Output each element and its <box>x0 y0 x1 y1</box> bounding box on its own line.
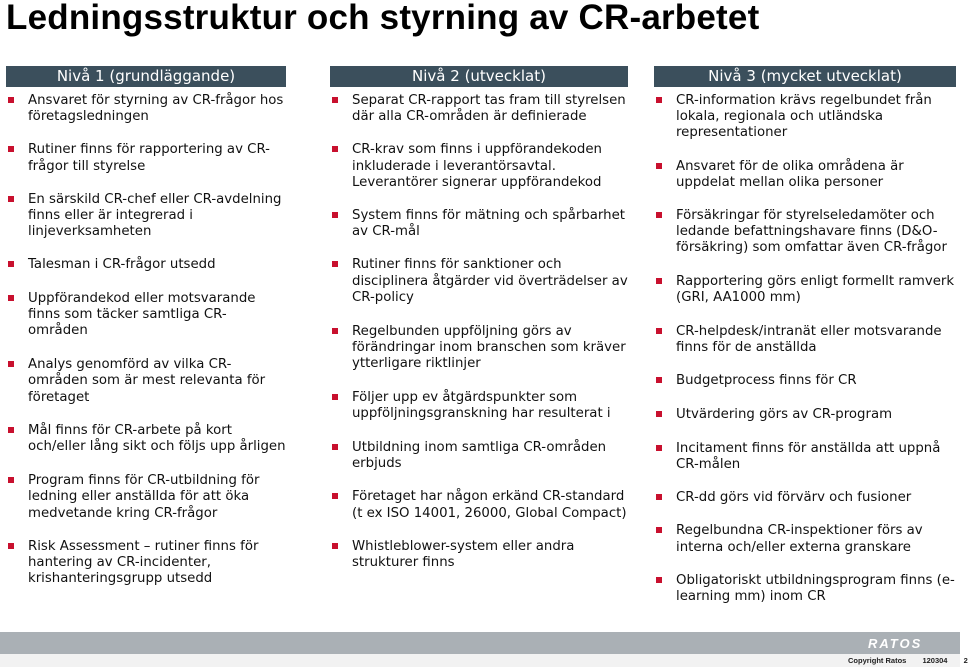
bullet-item <box>654 274 956 306</box>
bullet-item <box>654 407 956 423</box>
bullet-group <box>654 93 956 306</box>
copyright-text: Copyright Ratos <box>848 656 907 665</box>
bullet-item <box>654 324 956 356</box>
bullet-item <box>654 373 956 389</box>
bullet-text: Följer upp ev åtgärdspunkter som uppföljningsgranskning har resulterat i <box>352 389 611 421</box>
bullet-square-icon <box>332 394 338 400</box>
bullet-text: Program finns för CR-utbildning för ledning eller anställda för att öka medvetande kring CR-frågor <box>28 473 260 521</box>
bullet-item <box>330 142 628 191</box>
bullet-square-icon <box>8 477 14 483</box>
bullet-text: Uppförandekod eller motsvarande finns som täcker samtliga CR-områden <box>28 290 256 339</box>
bullet-text: Försäkringar för styrelseledamöter och ledande befattningshavare finns (D&O-försäkring) som omfattar även CR-frågor <box>676 208 947 256</box>
bullet-item <box>654 441 956 473</box>
bullet-square-icon <box>332 146 338 152</box>
bullet-group <box>330 93 628 306</box>
bullet-group <box>330 440 628 571</box>
bullet-text: Obligatoriskt utbildningsprogram finns (e-learning mm) inom CR <box>676 572 955 605</box>
bullet-text: Mål finns för CR-arbete på kort och/eller lång sikt och följs upp årligen <box>28 422 286 455</box>
column-heading: Nivå 1 (grundläggande) <box>6 66 286 87</box>
bullet-square-icon <box>8 196 14 202</box>
bullet-square-icon <box>8 543 14 549</box>
bullet-item <box>654 523 956 555</box>
bullet-square-icon <box>656 377 662 383</box>
bullet-text: Regelbundna CR-inspektioner förs av interna och/eller externa granskare <box>676 523 923 555</box>
bullet-item <box>6 142 286 174</box>
bullet-group <box>6 357 286 455</box>
bullet-text: CR-information krävs regelbundet från lokala, regionala och utländska representationer <box>676 93 932 141</box>
copyright-line <box>848 656 968 665</box>
bullet-square-icon <box>656 494 662 500</box>
bullet-square-icon <box>656 527 662 533</box>
bullet-item <box>330 489 628 521</box>
bullet-text: Talesman i CR-frågor utsedd <box>28 257 216 273</box>
bullet-text: Rutiner finns för sanktioner och disciplinera åtgärder vid överträdelser av CR-policy <box>352 257 628 305</box>
bullet-square-icon <box>8 427 14 433</box>
bullet-square-icon <box>332 444 338 450</box>
bullet-item <box>330 539 628 571</box>
bullet-square-icon <box>656 97 662 103</box>
column-heading: Nivå 2 (utvecklat) <box>330 66 628 87</box>
bullet-square-icon <box>8 146 14 152</box>
column-body <box>6 93 286 587</box>
bullet-square-icon <box>656 411 662 417</box>
bullet-text: Företaget har någon erkänd CR-standard (t ex ISO 14001, 26000, Global Compact) <box>352 489 627 521</box>
bullet-text: Budgetprocess finns för CR <box>676 373 857 389</box>
bullet-item <box>330 440 628 472</box>
bullet-group <box>6 93 286 339</box>
column-level-1 <box>6 66 286 605</box>
bullet-text: Utbildning inom samtliga CR-områden erbjuds <box>352 440 607 472</box>
bullet-item <box>6 93 286 125</box>
bullet-square-icon <box>332 261 338 267</box>
bullet-text: CR-krav som finns i uppförandekoden inkluderade i leverantörsavtal. Leverantörer signerar uppförandekod <box>352 142 602 190</box>
bullet-item <box>6 357 286 406</box>
bullet-text: Ansvaret för de olika områdena är uppdelat mellan olika personer <box>676 158 904 190</box>
bullet-square-icon <box>332 212 338 218</box>
bullet-item <box>330 324 628 373</box>
bullet-square-icon <box>656 445 662 451</box>
bullet-item <box>6 473 286 522</box>
footer-bar <box>0 632 960 654</box>
ratos-logo: RATOS <box>868 636 923 651</box>
bullet-text: Risk Assessment – rutiner finns för hantering av CR-incidenter, krishanteringsgrupp utsedd <box>28 538 259 587</box>
bullet-item <box>6 539 286 588</box>
bullet-square-icon <box>656 212 662 218</box>
bullet-text: Incitament finns för anställda att uppnå CR-målen <box>676 440 941 473</box>
bullet-text: Separat CR-rapport tas fram till styrelsen där alla CR-områden är definierade <box>352 93 626 125</box>
bullet-square-icon <box>656 577 662 583</box>
bullet-square-icon <box>656 278 662 284</box>
bullet-text: CR-dd görs vid förvärv och fusioner <box>676 490 912 506</box>
column-heading: Nivå 3 (mycket utvecklat) <box>654 66 956 87</box>
bullet-text: Utvärdering görs av CR-program <box>676 406 893 422</box>
bullet-square-icon <box>8 361 14 367</box>
bullet-item <box>654 93 956 142</box>
column-level-2 <box>330 66 628 589</box>
column-body <box>654 93 956 605</box>
bullet-group <box>654 441 956 605</box>
column-body <box>330 93 628 571</box>
bullet-text: Ansvaret för styrning av CR-frågor hos företagsledningen <box>28 93 284 125</box>
bullet-text: Regelbunden uppföljning görs av förändringar inom branschen som kräver ytterligare riktlinjer <box>352 324 626 372</box>
bullet-square-icon <box>332 493 338 499</box>
bullet-square-icon <box>8 295 14 301</box>
bullet-square-icon <box>656 163 662 169</box>
bullet-text: System finns för mätning och spårbarhet av CR-mål <box>352 208 625 240</box>
bullet-item <box>330 390 628 422</box>
bullet-item <box>6 423 286 455</box>
bullet-text: Rapportering görs enligt formellt ramverk (GRI, AA1000 mm) <box>676 273 955 305</box>
bullet-group <box>330 324 628 422</box>
bullet-square-icon <box>332 543 338 549</box>
bullet-text: Whistleblower-system eller andra strukturer finns <box>352 538 575 571</box>
bullet-text: CR-helpdesk/intranät eller motsvarande finns för de anställda <box>676 324 942 356</box>
bullet-item <box>330 93 628 125</box>
bullet-item <box>654 490 956 506</box>
bullet-item <box>6 291 286 340</box>
date-text: 120304 <box>922 656 948 665</box>
bullet-item <box>330 257 628 306</box>
bullet-square-icon <box>332 97 338 103</box>
bullet-item <box>6 192 286 241</box>
page-title: Ledningsstruktur och styrning av CR-arbetet <box>6 0 760 37</box>
bullet-square-icon <box>656 328 662 334</box>
bullet-item <box>654 208 956 257</box>
bullet-square-icon <box>8 97 14 103</box>
bullet-group <box>6 473 286 587</box>
bullet-square-icon <box>8 261 14 267</box>
bullet-text: En särskild CR-chef eller CR-avdelning finns eller är integrerad i linjeverksamheten <box>28 191 282 240</box>
bullet-item <box>330 208 628 240</box>
bullet-group <box>654 324 956 423</box>
page-number: 2 <box>963 656 968 665</box>
bullet-text: Analys genomförd av vilka CR-områden som är mest relevanta för företaget <box>28 357 266 405</box>
bullet-item <box>654 159 956 191</box>
bullet-item <box>654 573 956 605</box>
bullet-text: Rutiner finns för rapportering av CR-frågor till styrelse <box>28 142 270 174</box>
bullet-item <box>6 257 286 273</box>
column-level-3 <box>654 66 956 623</box>
bullet-square-icon <box>332 328 338 334</box>
